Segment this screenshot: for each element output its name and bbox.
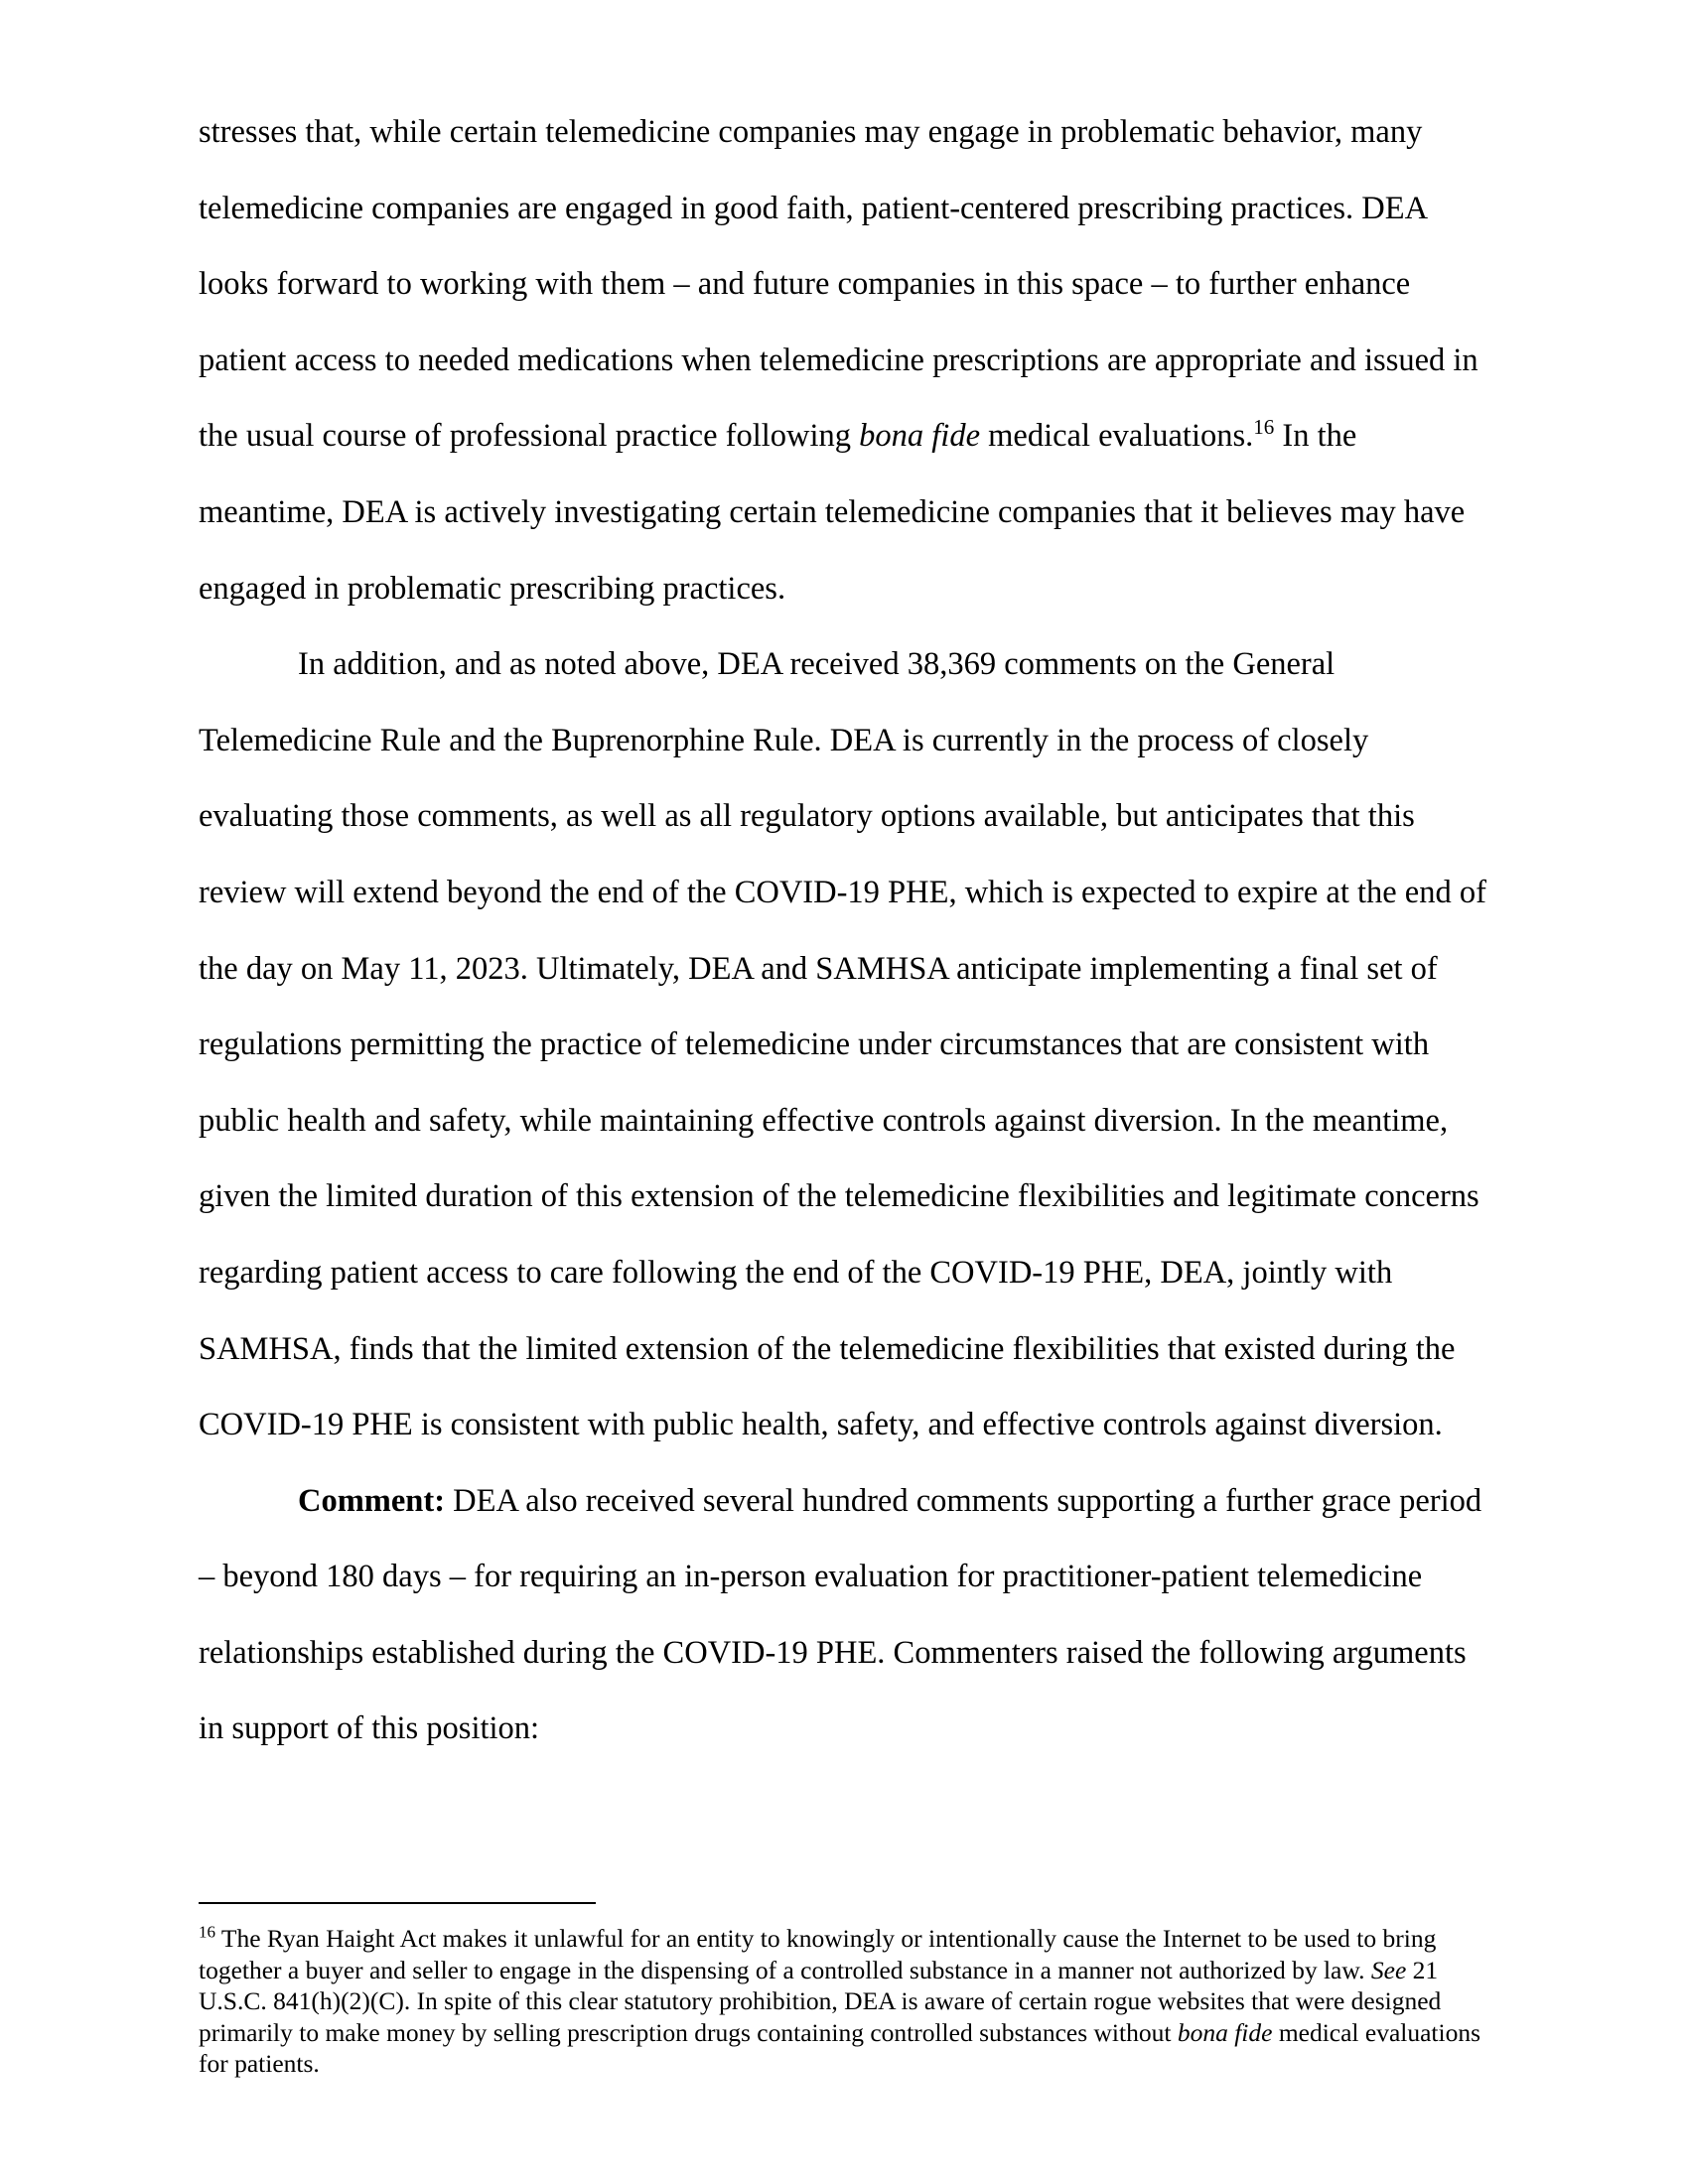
paragraph-continued — [199, 94, 1489, 626]
citation-signal: See — [1370, 1955, 1407, 1984]
footnote-text: medical evaluations for patients. — [199, 2017, 1481, 2078]
footnote-reference[interactable]: 16 — [1253, 415, 1275, 440]
italic-term: bona fide — [1177, 2017, 1273, 2047]
paragraph-text: DEA also received several hundred comments supporting a further grace period – beyond 180 days – for requiring an in-person evaluation for practitioner-patient telemedicine relationships established during the COVID-19 PHE. Commenters raised the following arguments in support of this position: — [199, 1482, 1482, 1747]
paragraph-text: stresses that, while certain telemedicine companies may engage in problematic behavior, many telemedicine companies are engaged in good faith, patient-centered prescribing practices. DEA looks forward to working with them – and future companies in this space – to further enhance patient access to needed medications when telemedicine prescriptions are appropriate and issued in the usual course of professional practice following — [199, 114, 1478, 455]
footnote-divider — [199, 1902, 596, 1904]
paragraph-text: In the meantime, DEA is actively investigating certain telemedicine companies that it believes may have engaged in problematic prescribing practices. — [199, 418, 1466, 607]
footnotes-section — [199, 1923, 1489, 2080]
document-body — [199, 94, 1489, 1767]
footnote-text: 21 U.S.C. 841(h)(2)(C). In spite of this clear statutory prohibition, DEA is aware of certain rogue websites that were designed primarily to make money by selling prescription drugs containing controlled substances without — [199, 1955, 1442, 2047]
paragraph-text: medical evaluations. — [980, 418, 1254, 455]
footnote-number: 16 — [199, 1922, 215, 1942]
footnote — [199, 1923, 1489, 2080]
footnote-text: The Ryan Haight Act makes it unlawful for an entity to knowingly or intentionally cause the Internet to be used to bring together a buyer and seller to engage in the dispensing of a controlled substance in a manner not authorized by law. — [199, 1924, 1437, 1984]
comment-label: Comment: — [298, 1482, 446, 1519]
paragraph-text: In addition, and as noted above, DEA received 38,369 comments on the General Telemedicine Rule and the Buprenorphine Rule. DEA is currently in the process of closely evaluating those comments, as well as all regulatory options available, but anticipates that this review will extend beyond the end of the COVID-19 PHE, which is expected to expire at the end of the day on May 11, 2023. Ultimately, DEA and SAMHSA anticipate implementing a final set of regulations permitting the practice of telemedicine under circumstances that are consistent with public health and safety, while maintaining effective controls against diversion. In the meantime, given the limited duration of this extension of the telemedicine flexibilities and legitimate concerns regarding patient access to care following the end of the COVID-19 PHE, DEA, jointly with SAMHSA, finds that the limited extension of the telemedicine flexibilities that existed during the COVID-19 PHE is consistent with public health, safety, and effective controls against diversion. — [199, 646, 1486, 1443]
paragraph — [199, 626, 1489, 1463]
italic-term: bona fide — [859, 418, 980, 455]
comment-paragraph — [199, 1463, 1489, 1767]
